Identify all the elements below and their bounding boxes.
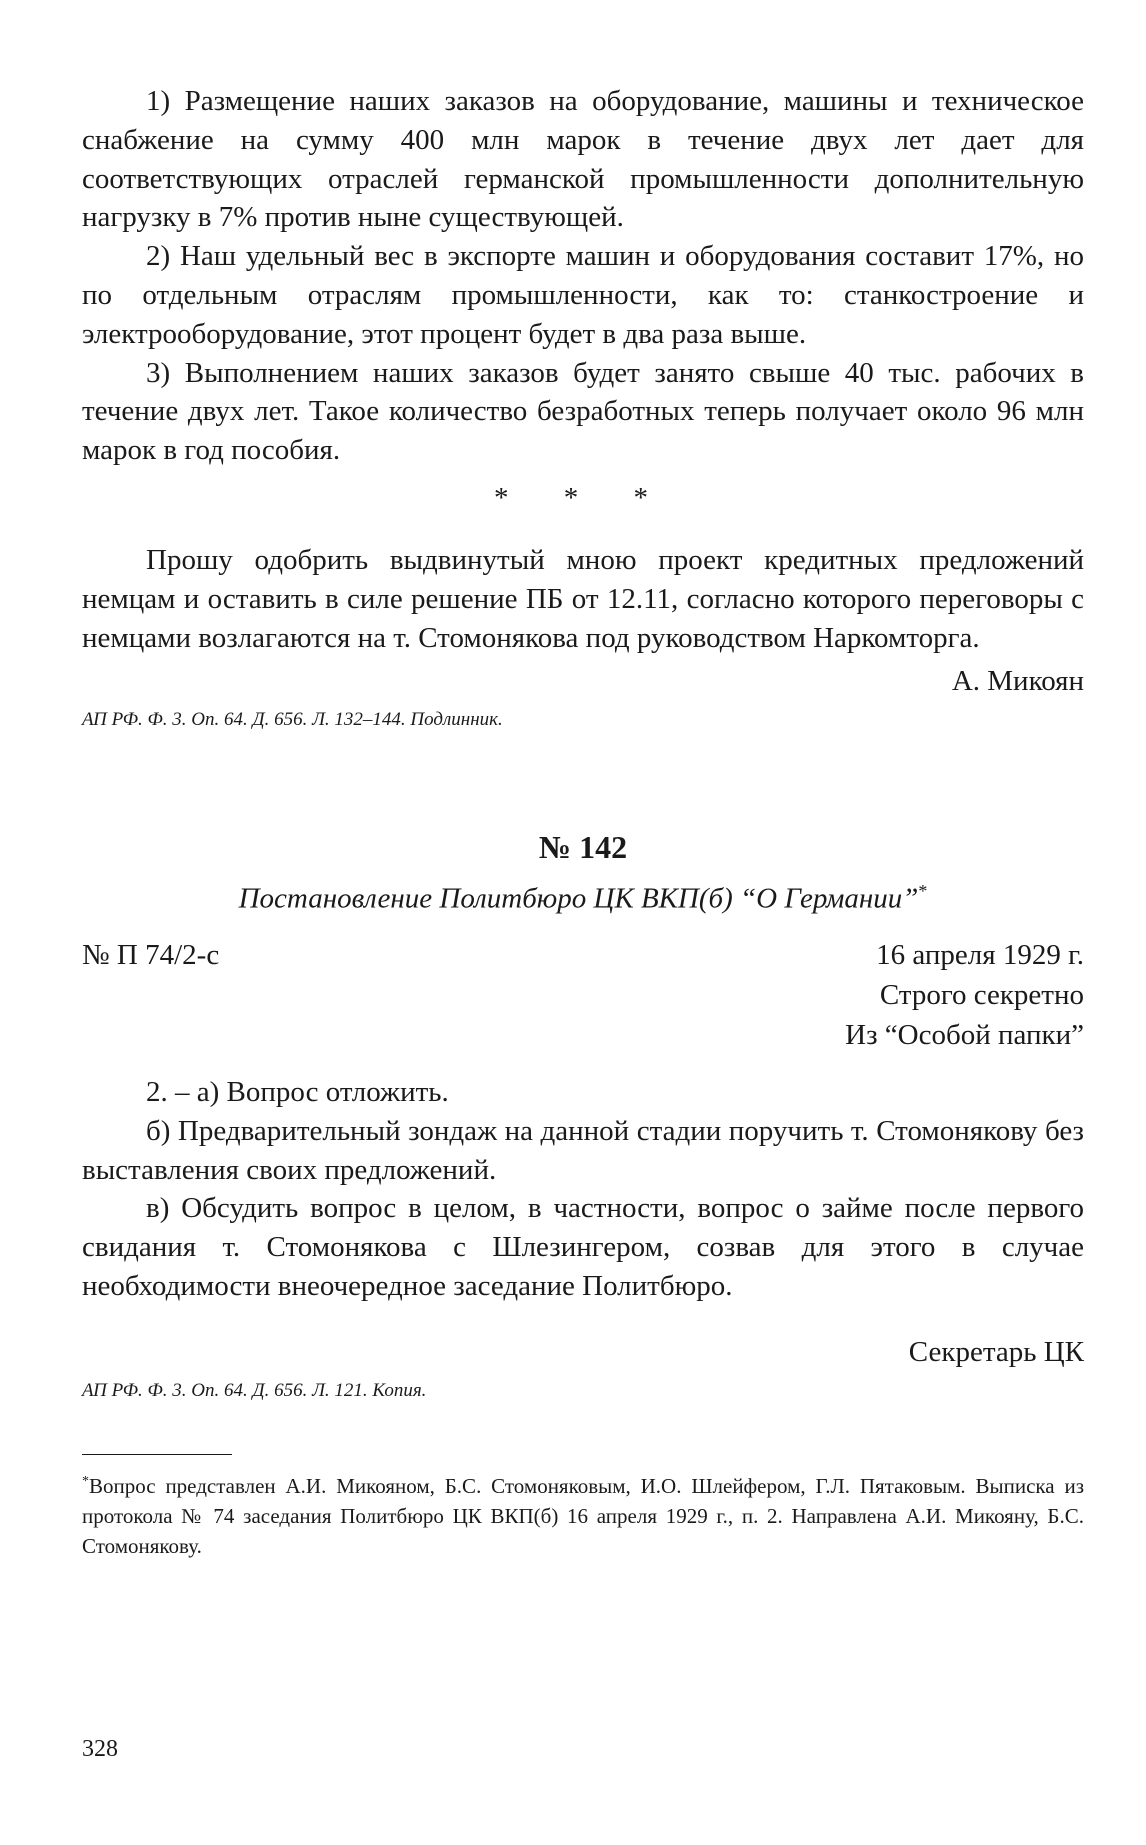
footnote (82, 1467, 1084, 1561)
footnote-mark: * (918, 881, 928, 902)
document-date: 16 апреля 1929 г. (876, 939, 1084, 972)
decision-b: б) Предварительный зондаж на данной стадии поручить т. Стомонякову без выставления своих предложений. (82, 1114, 1084, 1186)
section-separator: * * * (494, 481, 672, 514)
archive-source-1: АП РФ. Ф. 3. Оп. 64. Д. 656. Л. 132–144. Подлинник. (82, 709, 503, 731)
document-title-text: Постановление Политбюро ЦК ВКП(б) “О Германии” (238, 883, 919, 916)
paragraph-point-2: 2) Наш удельный вес в экспорте машин и оборудования составит 17%, но по отдельным отраслям промышленности, как то: станкостроение и электрооборудование, этот процент будет в два раза выше. (82, 240, 1084, 350)
paragraph-point-1: 1) Размещение наших заказов на оборудование, машины и техническое снабжение на сумму 400 млн марок в течение двух лет дает для соответствующих отраслей германской промышленности дополнительную нагрузку в 7% против ныне существующей. (82, 85, 1084, 234)
page-number: 328 (82, 1736, 118, 1762)
document-number: № 142 (538, 829, 628, 866)
archive-source-2: АП РФ. Ф. 3. Оп. 64. Д. 656. Л. 121. Копия. (82, 1379, 427, 1401)
signature-mikoyan: А. Микоян (951, 665, 1084, 698)
protocol-number: № П 74/2-с (82, 939, 220, 972)
decision-a: 2. – а) Вопрос отложить. (146, 1076, 449, 1109)
document-meta-row (82, 935, 1084, 975)
classification-label: Строго секретно (879, 979, 1084, 1012)
footnote-text: Вопрос представлен А.И. Микояном, Б.С. Стомоняковым, И.О. Шлейфером, Г.Л. Пятаковым. Выписка из протокола № 74 заседания Политбюро ЦК ВКП(б) 16 апреля 1929 г., п. 2. Направлена А.И. Микояну, Б.С. Стомонякову. (82, 1473, 1084, 1558)
folder-label: Из “Особой папки” (845, 1019, 1084, 1052)
decision-c: в) Обсудить вопрос в целом, в частности, вопрос о займе после первого свидания т. Стомонякова с Шлезингером, созвав для этого в случае необходимости внеочередное заседание Политбюро. (82, 1192, 1084, 1302)
footnote-divider (82, 1454, 232, 1455)
footnote-marker: * (82, 1473, 89, 1489)
signature-secretary: Секретарь ЦК (908, 1335, 1084, 1368)
document-title (82, 871, 1084, 919)
paragraph-point-3: 3) Выполнением наших заказов будет занято свыше 40 тыс. рабочих в течение двух лет. Такое количество безработных теперь получает около 96 млн марок в год пособия. (82, 356, 1084, 467)
request-paragraph: Прошу одобрить выдвинутый мною проект кредитных предложений немцам и оставить в силе решение ПБ от 12.11, согласно которого переговоры с немцами возлагаются на т. Стомонякова под руководством Наркомторга. (82, 543, 1084, 654)
